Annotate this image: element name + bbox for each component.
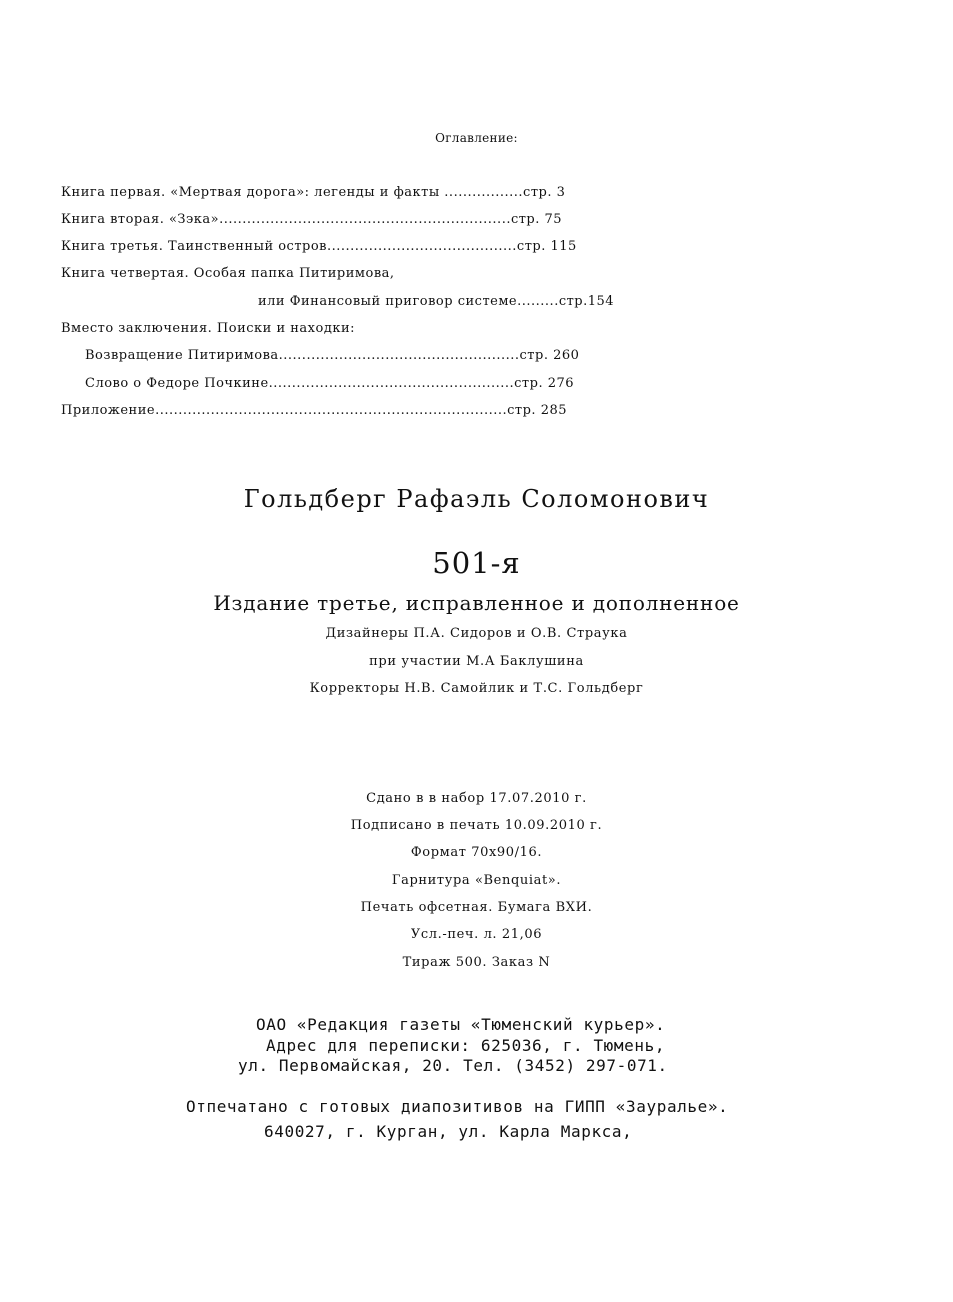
toc-row-book-3: Книга третья. Таинственный остров.........................................стр. 115 (61, 239, 577, 254)
toc-row-word: Слово о Федоре Почкине.....................................................стр. 276 (85, 376, 575, 391)
imprint-line-print: Печать офсетная. Бумага ВХИ. (360, 900, 593, 915)
imprint-line-signed: Подписано в печать 10.09.2010 г. (350, 818, 603, 833)
publisher-street: ул. Первомайская, 20. Тел. (3452) 297-071. (238, 1056, 668, 1075)
participation-credit: при участии М.А Баклушина (369, 654, 584, 669)
proofreaders-credit: Корректоры Н.В. Самойлик и Т.С. Гольдберг (309, 681, 644, 696)
author-name: Гольдберг Рафаэль Соломонович (243, 485, 710, 513)
book-title: 501-я (432, 546, 521, 580)
toc-row-appendix: Приложение............................................................................стр. 285 (61, 403, 568, 418)
imprint-line-typeset: Сдано в в набор 17.07.2010 г. (366, 791, 587, 806)
toc-row-return: Возвращение Питиримова....................................................стр. 260 (85, 348, 580, 363)
imprint-line-sheets: Усл.-печ. л. 21,06 (410, 927, 543, 942)
designers-credit: Дизайнеры П.А. Сидоров и О.В. Страука (325, 626, 628, 641)
printed-by: Отпечатано с готовых диапозитивов на ГИПП «Зауралье». (186, 1097, 729, 1116)
toc-row-conclusion: Вместо заключения. Поиски и находки: (61, 321, 355, 336)
publisher-address: Адрес для переписки: 625036, г. Тюмень, (266, 1036, 666, 1055)
toc-row-book-4: Книга четвертая. Особая папка Питиримова, (61, 266, 395, 281)
toc-row-book-2: Книга вторая. «Зэка»...............................................................стр. 75 (61, 212, 563, 227)
imprint-line-circulation: Тираж 500. Заказ N (402, 955, 551, 970)
imprint-line-typeface: Гарнитура «Benquiat». (391, 873, 562, 888)
toc-row-book-4-subtitle: или Финансовый приговор системе.........стр.154 (258, 294, 615, 309)
toc-row-book-1: Книга первая. «Мертвая дорога»: легенды и факты .................стр. 3 (61, 185, 566, 200)
imprint-line-format: Формат 70х90/16. (410, 845, 543, 860)
publisher-name: ОАО «Редакция газеты «Тюменский курьер». (256, 1015, 666, 1034)
edition-note: Издание третье, исправленное и дополненное (213, 591, 740, 615)
toc-title: Оглавление: (435, 131, 518, 145)
printer-address: 640027, г. Курган, ул. Карла Маркса, (264, 1122, 633, 1141)
